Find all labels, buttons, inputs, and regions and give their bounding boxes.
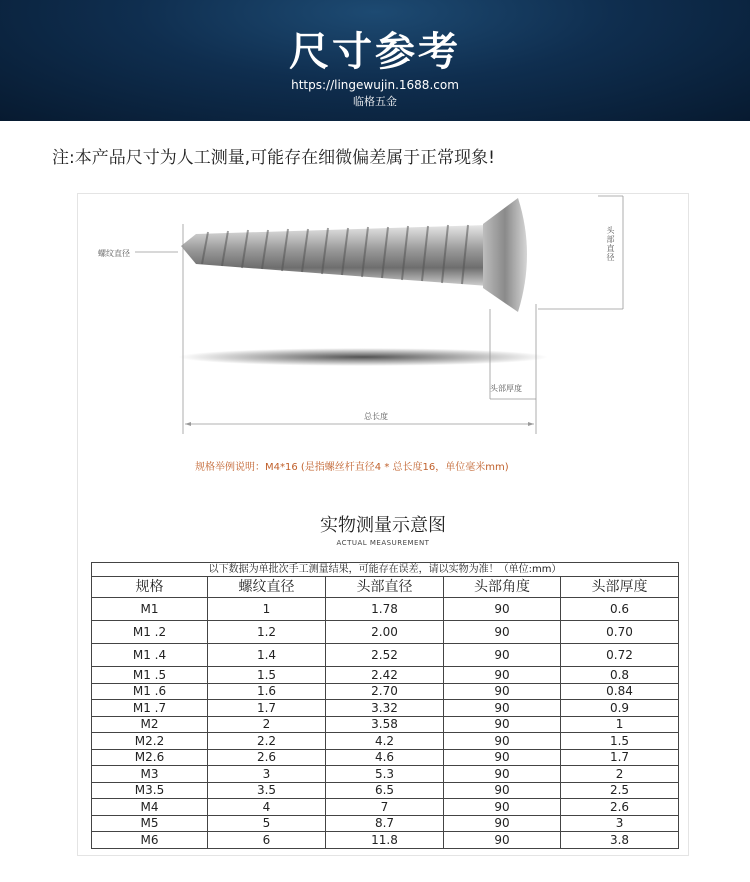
table-cell: M5 <box>92 815 208 832</box>
table-cell: 3 <box>561 815 679 832</box>
table-cell: 3.8 <box>561 832 679 849</box>
header-banner <box>0 0 750 121</box>
table-cell: 2.70 <box>326 683 444 700</box>
shop-name: 临格五金 <box>353 95 397 108</box>
table-cell: 11.8 <box>326 832 444 849</box>
column-header: 头部厚度 <box>561 577 679 598</box>
table-row <box>92 832 679 849</box>
table-cell: 90 <box>444 832 561 849</box>
table-cell: 1.6 <box>208 683 326 700</box>
table-row <box>92 700 679 717</box>
banner-title: 尺寸参考 <box>289 29 461 75</box>
table-cell: 0.70 <box>561 621 679 644</box>
table-cell: 90 <box>444 700 561 717</box>
table-header-row <box>92 577 679 598</box>
table-row <box>92 621 679 644</box>
table-cell: 90 <box>444 644 561 667</box>
table-cell: 2.00 <box>326 621 444 644</box>
schematic-title: 实物测量示意图 <box>320 515 446 536</box>
table-cell: M3.5 <box>92 782 208 799</box>
table-cell: 7 <box>326 799 444 816</box>
table-row <box>92 815 679 832</box>
table-cell: M1 .4 <box>92 644 208 667</box>
table-cell: 90 <box>444 799 561 816</box>
spec-table <box>91 562 679 849</box>
table-cell: 6.5 <box>326 782 444 799</box>
table-cell: M3 <box>92 766 208 783</box>
table-cell: 2 <box>561 766 679 783</box>
table-cell: 4.6 <box>326 749 444 766</box>
table-cell: 3 <box>208 766 326 783</box>
table-cell: M1 .6 <box>92 683 208 700</box>
table-cell: 90 <box>444 749 561 766</box>
table-cell: 90 <box>444 598 561 621</box>
column-header: 螺纹直径 <box>208 577 326 598</box>
table-row <box>92 716 679 733</box>
table-cell: 1 <box>208 598 326 621</box>
table-cell: 90 <box>444 667 561 684</box>
table-cell: M2.2 <box>92 733 208 750</box>
screw-head <box>483 198 527 312</box>
table-cell: 90 <box>444 815 561 832</box>
table-row <box>92 782 679 799</box>
table-cell: 6 <box>208 832 326 849</box>
table-cell: 90 <box>444 683 561 700</box>
table-row <box>92 683 679 700</box>
table-cell: 2.2 <box>208 733 326 750</box>
screw-shadow <box>178 348 548 366</box>
table-cell: 0.72 <box>561 644 679 667</box>
table-caption-row <box>92 563 679 577</box>
table-cell: 1.7 <box>208 700 326 717</box>
table-row <box>92 644 679 667</box>
screw-illustration <box>78 194 689 444</box>
table-cell: M2.6 <box>92 749 208 766</box>
table-cell: 0.6 <box>561 598 679 621</box>
table-cell: 0.84 <box>561 683 679 700</box>
table-cell: 5 <box>208 815 326 832</box>
shop-url: https://lingewujin.1688.com <box>291 78 459 92</box>
table-row <box>92 799 679 816</box>
table-cell: 2.6 <box>208 749 326 766</box>
table-cell: 1 <box>561 716 679 733</box>
table-cell: 90 <box>444 733 561 750</box>
table-cell: 2.42 <box>326 667 444 684</box>
table-cell: 4.2 <box>326 733 444 750</box>
dimension-panel <box>77 193 689 856</box>
spec-example-note: 规格举例说明：M4*16 (是指螺丝杆直径4 * 总长度16，单位毫米mm) <box>195 462 509 473</box>
head-diameter-label: 头部直径 <box>606 226 615 262</box>
table-cell: 3.5 <box>208 782 326 799</box>
table-cell: M1 .7 <box>92 700 208 717</box>
column-header: 头部角度 <box>444 577 561 598</box>
table-row <box>92 749 679 766</box>
table-cell: 0.8 <box>561 667 679 684</box>
table-cell: 3.58 <box>326 716 444 733</box>
table-cell: 8.7 <box>326 815 444 832</box>
table-cell: 1.4 <box>208 644 326 667</box>
column-header: 规格 <box>92 577 208 598</box>
table-cell: M1 .2 <box>92 621 208 644</box>
table-row <box>92 733 679 750</box>
table-cell: M1 .5 <box>92 667 208 684</box>
table-cell: M2 <box>92 716 208 733</box>
table-cell: 0.9 <box>561 700 679 717</box>
table-cell: 4 <box>208 799 326 816</box>
table-cell: M6 <box>92 832 208 849</box>
table-cell: M1 <box>92 598 208 621</box>
column-header: 头部直径 <box>326 577 444 598</box>
table-cell: 90 <box>444 766 561 783</box>
table-cell: 1.5 <box>208 667 326 684</box>
table-cell: 90 <box>444 782 561 799</box>
table-cell: 1.2 <box>208 621 326 644</box>
table-cell: 1.78 <box>326 598 444 621</box>
table-cell: 2.5 <box>561 782 679 799</box>
table-cell: 2.52 <box>326 644 444 667</box>
measurement-note: 注:本产品尺寸为人工测量,可能存在细微偏差属于正常现象! <box>52 148 495 168</box>
table-cell: 3.32 <box>326 700 444 717</box>
table-row <box>92 667 679 684</box>
table-cell: 1.7 <box>561 749 679 766</box>
table-cell: 2 <box>208 716 326 733</box>
total-length-label: 总长度 <box>364 412 388 421</box>
schematic-subtitle: ACTUAL MEASUREMENT <box>336 539 430 547</box>
table-cell: 2.6 <box>561 799 679 816</box>
table-cell: 1.5 <box>561 733 679 750</box>
table-cell: 90 <box>444 621 561 644</box>
table-cell: 5.3 <box>326 766 444 783</box>
table-row <box>92 598 679 621</box>
table-caption: 以下数据为单批次手工测量结果，可能存在误差，请以实物为准！（单位:mm） <box>92 563 679 577</box>
thread-diameter-label: 螺纹直径 <box>98 249 130 258</box>
table-cell: 90 <box>444 716 561 733</box>
table-row <box>92 766 679 783</box>
head-thickness-label: 头部厚度 <box>490 384 522 393</box>
table-cell: M4 <box>92 799 208 816</box>
